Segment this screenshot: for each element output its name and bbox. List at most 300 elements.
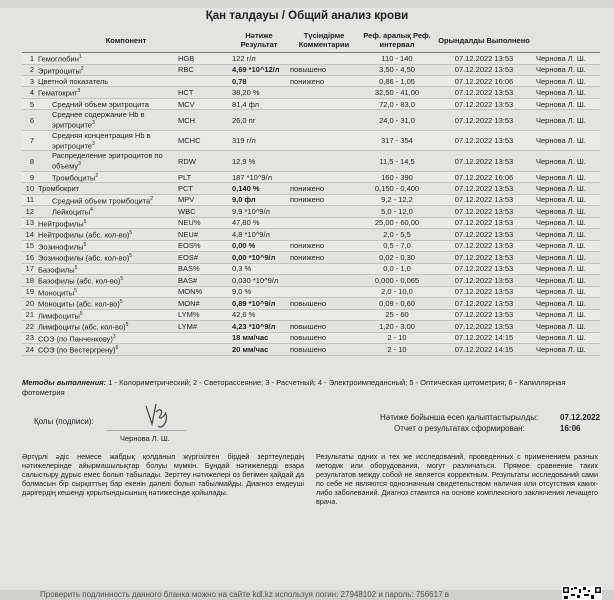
row-number-text: 10 (25, 183, 34, 193)
report-generated-ru-label: Отчет о результатах сформирован: (394, 424, 525, 433)
analyte-code (176, 252, 230, 264)
analyte-code (176, 110, 230, 131)
analyte-name (36, 286, 176, 298)
signature-line (106, 430, 186, 431)
analyte-name (36, 151, 176, 172)
method-footnote: 5 (83, 241, 87, 248)
result-value (230, 171, 288, 183)
row-number-text: 15 (25, 241, 34, 251)
reference-interval (360, 275, 434, 287)
table-row (22, 130, 600, 151)
analyte-code-text: NEU# (178, 229, 199, 239)
result-comment (288, 286, 360, 298)
reference-interval-text: 25,00 - 60,00 (374, 218, 420, 228)
performed-by-text: Чернова Л. Ш. (536, 321, 586, 331)
disclaimer-kz: Әртүрлі әдіс немесе жабдық қолданып жүргізілген бірдей зерттеулердің нәтижелерінде айырмашылықтар болуы мүмкін. Бұндай нәтижелерді өзара салыстыру дұрыс емес болып табылады. Зерттеу нәтижелері оз бетімен қайдай да болмасын бір сырқаттың бар екенін дәлелі болып табылмайды. Диагноз емдеуші дәрігердің кешенді қорытындысының нәтижесінде қойылады. (22, 452, 304, 497)
row-number-text: 12 (25, 206, 34, 216)
row-number (22, 206, 36, 218)
row-number (22, 98, 36, 109)
performed-by (534, 332, 600, 344)
row-number (22, 263, 36, 275)
completed-date-text: 07.12.2022 13:53 (454, 298, 514, 308)
completed-date (434, 171, 534, 183)
result-value-text: 4,69 *10^12/л (232, 65, 280, 75)
analyte-name-text: Лимфоциты (абс. кол-во) (38, 322, 126, 332)
row-number-text: 17 (25, 264, 34, 274)
reference-interval-text: 32,50 - 41,00 (374, 88, 420, 98)
reference-interval (360, 64, 434, 76)
performed-by-text: Чернова Л. Ш. (536, 99, 586, 109)
method-footnote: 5 (120, 276, 124, 283)
analyte-code (176, 229, 230, 241)
performed-by-text: Чернова Л. Ш. (536, 275, 586, 285)
method-footnote: 4 (90, 207, 93, 214)
reference-interval-text: 110 - 140 (381, 53, 413, 63)
method-footnote: 3 (91, 140, 95, 147)
report-generated-kz-label: Нәтиже бойынша есеп қалыптастырылды: (380, 413, 539, 422)
result-value (230, 332, 288, 344)
row-number (22, 183, 36, 194)
performed-by (534, 217, 600, 229)
analyte-code-text: MCH (178, 115, 196, 125)
performed-by (534, 53, 600, 65)
reference-interval (360, 286, 434, 298)
row-number-text: 14 (25, 229, 34, 239)
table-row (22, 183, 600, 194)
reference-interval-text: 11,5 - 14,5 (379, 156, 415, 166)
analyte-name-text: Лимфоциты (38, 311, 80, 321)
analyte-name (36, 171, 176, 183)
result-value-text: 319 г/л (232, 136, 256, 146)
row-number (22, 217, 36, 229)
performed-by (534, 263, 600, 275)
performed-by-text: Чернова Л. Ш. (536, 252, 586, 262)
table-row (22, 298, 600, 310)
analyte-name (36, 309, 176, 321)
table-row (22, 98, 600, 109)
performed-by (534, 171, 600, 183)
table-row (22, 344, 600, 356)
result-comment-text: понижено (290, 76, 325, 86)
table-header-row (22, 28, 600, 53)
header-comment: Түсіндірме Комментарии (288, 28, 360, 53)
performed-by (534, 275, 600, 287)
performed-by-text: Чернова Л. Ш. (536, 310, 586, 320)
completed-date-text: 07.12.2022 13:53 (454, 241, 514, 251)
performed-by-text: Чернова Л. Ш. (536, 333, 586, 343)
reference-interval (360, 130, 434, 151)
reference-interval-text: 2 - 10 (387, 333, 407, 343)
performed-by-text: Чернова Л. Ш. (536, 229, 586, 239)
result-value-text: 0,3 % (232, 264, 252, 274)
reference-interval (360, 252, 434, 264)
result-value-text: 0,89 *10^9/л (232, 298, 276, 308)
completed-date-text: 07.12.2022 13:53 (454, 99, 514, 109)
performed-by (534, 344, 600, 356)
method-footnote: 5 (74, 264, 78, 271)
table-row (22, 252, 600, 264)
performed-by-text: Чернова Л. Ш. (536, 195, 586, 205)
performed-by (534, 151, 600, 172)
method-footnote: 3 (77, 88, 81, 95)
completed-date-text: 07.12.2022 13:53 (454, 321, 514, 331)
table-row (22, 332, 600, 344)
analyte-name-text: Средняя концентрация Hb в эритроците (52, 130, 151, 151)
analyte-code-text: RBC (178, 65, 194, 75)
analyte-name-text: Распределение эритроцитов по объему (52, 151, 163, 171)
analyte-code (176, 87, 230, 99)
completed-date (434, 332, 534, 344)
analyte-code-text: EOS# (178, 252, 199, 262)
completed-date (434, 151, 534, 172)
analyte-code-text: MCV (178, 99, 195, 109)
method-footnote: 5 (129, 230, 133, 237)
performed-by-text: Чернова Л. Ш. (536, 206, 586, 216)
result-comment (288, 171, 360, 183)
completed-date-text: 07.12.2022 13:53 (454, 115, 514, 125)
analyte-name-text: Базофилы (абс. кол-во) (38, 276, 121, 286)
reference-interval (360, 151, 434, 172)
row-number-text: 24 (25, 344, 34, 354)
reference-interval (360, 171, 434, 183)
analyte-name (36, 206, 176, 218)
row-number (22, 171, 36, 183)
performed-by (534, 87, 600, 99)
performed-by (534, 240, 600, 252)
performed-by-text: Чернова Л. Ш. (536, 287, 586, 297)
completed-date (434, 275, 534, 287)
result-value-text: 42,6 % (232, 310, 256, 320)
performed-by (534, 130, 600, 151)
result-comment (288, 298, 360, 310)
analyte-name (36, 240, 176, 252)
analyte-code-text: RDW (178, 156, 196, 166)
completed-date-text: 07.12.2022 13:53 (454, 287, 514, 297)
disclaimer-ru: Результаты одних и тех же исследований, проведенных с применением разных методик или оборудования, могут различаться. Прямое сравнение таких результатов между собой не является корректным. Результаты исследований сами по себе не являются однозначным свидетельством наличия или отсутствия каких-либо заболеваний. Диагноз ставится на основе комплексного заключения лечащего врача. (316, 452, 598, 506)
performed-by (534, 64, 600, 76)
completed-date (434, 183, 534, 194)
completed-date-text: 07.12.2022 13:53 (454, 229, 514, 239)
result-comment (288, 87, 360, 99)
result-value-text: 4,8 *10^9/л (232, 229, 270, 239)
table-row (22, 286, 600, 298)
analyte-name (36, 344, 176, 356)
result-comment (288, 130, 360, 151)
analyte-name (36, 53, 176, 65)
completed-date (434, 298, 534, 310)
result-comment (288, 275, 360, 287)
row-number (22, 275, 36, 287)
result-value (230, 309, 288, 321)
analyte-name (36, 130, 176, 151)
table-row (22, 275, 600, 287)
analyte-name-text: Моноциты (38, 288, 75, 298)
result-comment (288, 206, 360, 218)
header-result: Нәтиже Результат (230, 28, 288, 53)
reference-interval-text: 0,86 - 1,05 (379, 76, 415, 86)
completed-date-text: 07.12.2022 13:53 (454, 252, 514, 262)
row-number-text: 13 (25, 218, 34, 228)
result-value-text: 187 *10^9/л (232, 172, 273, 182)
analyte-code-text: LYM% (178, 310, 200, 320)
method-footnote: 5 (119, 299, 123, 306)
analyte-code-text: WBC (178, 206, 196, 216)
result-comment (288, 183, 360, 194)
completed-date (434, 309, 534, 321)
reference-interval (360, 344, 434, 356)
result-value-text: 0,00 % (232, 241, 256, 251)
completed-date-text: 07.12.2022 13:53 (454, 275, 514, 285)
results-body (22, 53, 600, 356)
row-number (22, 309, 36, 321)
reference-interval-text: 0,5 - 7,0 (383, 241, 411, 251)
table-row (22, 76, 600, 87)
analyte-code (176, 240, 230, 252)
analyte-name (36, 275, 176, 287)
result-value-text: 0,140 % (232, 183, 260, 193)
performed-by (534, 298, 600, 310)
analyte-code-text: MCHC (178, 136, 201, 146)
performed-by-text: Чернова Л. Ш. (536, 65, 586, 75)
reference-interval-text: 25 - 60 (385, 310, 409, 320)
result-comment (288, 76, 360, 87)
result-comment-text: повышено (290, 344, 327, 354)
result-value (230, 344, 288, 356)
result-comment (288, 344, 360, 356)
completed-date-text: 07.12.2022 13:53 (454, 65, 514, 75)
result-comment (288, 309, 360, 321)
reference-interval (360, 206, 434, 218)
method-footnote: 1 (78, 54, 82, 60)
completed-date-text: 07.12.2022 16:06 (454, 76, 514, 86)
result-comment (288, 252, 360, 264)
analyte-name (36, 229, 176, 241)
analyte-name (36, 98, 176, 109)
analyte-code (176, 309, 230, 321)
table-row (22, 240, 600, 252)
verification-footer: Проверить подлинность данного бланка можно на сайте kdl.kz используя логин: 27948102 и пароль: 756617 в (40, 590, 449, 599)
result-comment (288, 98, 360, 109)
result-value (230, 194, 288, 206)
completed-date (434, 206, 534, 218)
reference-interval (360, 76, 434, 87)
performed-by (534, 206, 600, 218)
analyte-code (176, 171, 230, 183)
row-number-text: 19 (25, 287, 34, 297)
performed-by (534, 98, 600, 109)
result-value (230, 87, 288, 99)
analyte-name-text: Средний объем тромбоцита (52, 196, 151, 206)
row-number-text: 3 (29, 76, 34, 86)
row-number-text: 23 (25, 333, 34, 343)
result-value (230, 64, 288, 76)
analyte-name-text: Нейтрофилы (38, 219, 84, 229)
row-number-text: 22 (25, 321, 34, 331)
completed-date-text: 07.12.2022 14:15 (454, 344, 514, 354)
reference-interval (360, 194, 434, 206)
row-number-text: 1 (29, 53, 34, 63)
analyte-code-text: EOS% (178, 241, 201, 251)
completed-date (434, 344, 534, 356)
result-comment-text: повышено (290, 333, 327, 343)
report-generated-ru (394, 424, 581, 433)
reference-interval-text: 9,2 - 12,2 (381, 195, 413, 205)
result-comment-text: понижено (290, 241, 325, 251)
analyte-name (36, 252, 176, 264)
performed-by (534, 229, 600, 241)
row-number (22, 240, 36, 252)
row-number (22, 76, 36, 87)
reference-interval (360, 263, 434, 275)
result-value (230, 321, 288, 333)
completed-date-text: 07.12.2022 13:53 (454, 264, 514, 274)
method-footnote: 2 (80, 65, 84, 72)
top-strip (0, 0, 614, 8)
analyte-name-text: Лейкоциты (52, 207, 91, 217)
result-value (230, 76, 288, 87)
method-footnote: 2 (95, 172, 99, 179)
performed-by-text: Чернова Л. Ш. (536, 172, 586, 182)
result-value-text: 12,9 % (232, 156, 256, 166)
completed-date-text: 07.12.2022 13:53 (454, 218, 514, 228)
analyte-name-text: Нейтрофилы (абс. кол-во) (38, 230, 130, 240)
report-generated-kz (380, 413, 601, 422)
table-row (22, 64, 600, 76)
analyte-code (176, 64, 230, 76)
row-number-text: 6 (29, 115, 34, 125)
reference-interval (360, 183, 434, 194)
completed-date (434, 229, 534, 241)
row-number-text: 2 (29, 65, 34, 75)
result-value-text: 0,030 *10^9/л (232, 275, 279, 285)
analyte-code-text: NEU% (178, 218, 201, 228)
performed-by-text: Чернова Л. Ш. (536, 156, 586, 166)
result-value-text: 38,20 % (232, 88, 260, 98)
analyte-name-text: Эозинофилы (38, 242, 84, 252)
result-value (230, 110, 288, 131)
methods-label: Методы выполнения: (22, 378, 107, 387)
result-comment (288, 240, 360, 252)
reference-interval (360, 240, 434, 252)
performed-by (534, 286, 600, 298)
reference-interval (360, 217, 434, 229)
row-number-text: 20 (25, 298, 34, 308)
result-value-text: 9,9 *10^9/л (232, 206, 270, 216)
completed-date-text: 07.12.2022 13:53 (454, 206, 514, 216)
result-comment (288, 229, 360, 241)
table-row (22, 171, 600, 183)
performed-by (534, 194, 600, 206)
completed-date-text: 07.12.2022 13:53 (454, 88, 514, 98)
report-date: 07.12.2022 (560, 413, 601, 422)
result-value (230, 240, 288, 252)
completed-date (434, 110, 534, 131)
result-value (230, 130, 288, 151)
table-row (22, 206, 600, 218)
signature-label: Қолы (подписи): (34, 417, 94, 426)
result-value-text: 47,80 % (232, 218, 260, 228)
analyte-name-text: Средний объем эритроцита (52, 99, 149, 109)
completed-date (434, 76, 534, 87)
table-row (22, 309, 600, 321)
reference-interval (360, 87, 434, 99)
reference-interval (360, 309, 434, 321)
reference-interval-text: 2,0 - 5,5 (383, 229, 411, 239)
completed-date (434, 64, 534, 76)
reference-interval (360, 98, 434, 109)
table-row (22, 194, 600, 206)
reference-interval (360, 53, 434, 65)
analyte-name (36, 87, 176, 99)
analyte-name-text: Моноциты (абс. кол-во) (38, 299, 120, 309)
analyte-code (176, 332, 230, 344)
analyte-code (176, 263, 230, 275)
result-comment-text: повышено (290, 65, 327, 75)
method-footnote: 6 (115, 345, 119, 352)
performed-by-text: Чернова Л. Ш. (536, 76, 586, 86)
result-comment-text: понижено (290, 195, 325, 205)
method-footnote: 5 (83, 218, 87, 225)
result-value (230, 183, 288, 194)
analyte-code-text: MON# (178, 298, 200, 308)
result-value (230, 151, 288, 172)
analyte-name (36, 332, 176, 344)
performed-by-text: Чернова Л. Ш. (536, 218, 586, 228)
handwritten-signature (140, 398, 180, 432)
analyte-name-text: Базофилы (38, 265, 75, 275)
analyte-name (36, 263, 176, 275)
reference-interval-text: 0,09 - 0,60 (379, 298, 415, 308)
row-number (22, 344, 36, 356)
result-value (230, 252, 288, 264)
analyte-name (36, 217, 176, 229)
result-value-text: 0,00 *10^9/л (232, 252, 276, 262)
table-row (22, 53, 600, 65)
row-number (22, 151, 36, 172)
completed-date (434, 130, 534, 151)
analyte-code (176, 183, 230, 194)
completed-date (434, 321, 534, 333)
analyte-code-text: BAS# (178, 275, 198, 285)
analyte-name (36, 321, 176, 333)
analyte-code-text: MPV (178, 195, 195, 205)
completed-date-text: 07.12.2022 16:06 (454, 172, 514, 182)
analyte-name-text: Тромбоциты (52, 173, 96, 183)
analyte-name-text: СОЭ (по Панченкову) (38, 334, 113, 344)
completed-date (434, 240, 534, 252)
completed-date (434, 53, 534, 65)
performed-by-text: Чернова Л. Ш. (536, 136, 586, 146)
analyte-name (36, 64, 176, 76)
result-comment (288, 217, 360, 229)
reference-interval-text: 317 - 354 (381, 136, 413, 146)
analyte-code (176, 130, 230, 151)
performed-by (534, 183, 600, 194)
header-component: Компонент (22, 28, 230, 53)
analyte-name (36, 298, 176, 310)
result-comment (288, 263, 360, 275)
analyte-code (176, 151, 230, 172)
result-value (230, 263, 288, 275)
method-footnote: 3 (78, 161, 81, 168)
analyte-code-text: PLT (178, 172, 192, 182)
table-row (22, 229, 600, 241)
analyte-code-text: HGB (178, 53, 195, 63)
analyte-code (176, 298, 230, 310)
completed-date-text: 07.12.2022 14:15 (454, 333, 514, 343)
row-number-text: 8 (29, 156, 34, 166)
reference-interval-text: 0,0 - 1,0 (383, 264, 411, 274)
